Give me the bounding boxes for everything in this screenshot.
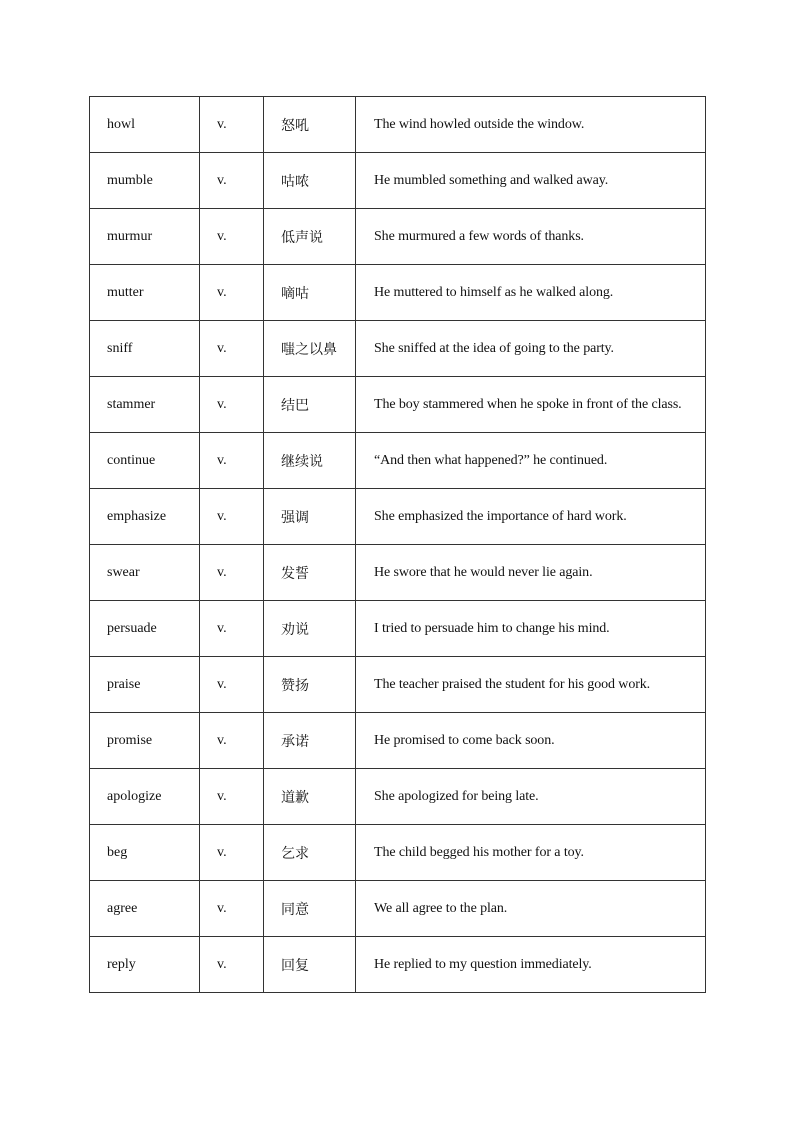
table-row (90, 713, 706, 769)
table-row (90, 97, 706, 153)
table-row (90, 545, 706, 601)
word-cell: mumble (90, 153, 200, 209)
meaning-cell: 嗤之以鼻 (264, 321, 356, 377)
table-row (90, 825, 706, 881)
table-row (90, 153, 706, 209)
example-cell: She murmured a few words of thanks. (356, 209, 706, 265)
word-cell: agree (90, 881, 200, 937)
example-cell: She emphasized the importance of hard work. (356, 489, 706, 545)
vocabulary-table-body (90, 97, 706, 993)
word-cell: persuade (90, 601, 200, 657)
table-row (90, 433, 706, 489)
word-cell: continue (90, 433, 200, 489)
part-of-speech-cell: v. (200, 545, 264, 601)
meaning-cell: 强调 (264, 489, 356, 545)
meaning-cell: 怒吼 (264, 97, 356, 153)
word-cell: stammer (90, 377, 200, 433)
table-row (90, 377, 706, 433)
meaning-cell: 发誓 (264, 545, 356, 601)
example-cell: She apologized for being late. (356, 769, 706, 825)
meaning-cell: 承诺 (264, 713, 356, 769)
example-cell: He mumbled something and walked away. (356, 153, 706, 209)
example-cell: The child begged his mother for a toy. (356, 825, 706, 881)
part-of-speech-cell: v. (200, 881, 264, 937)
word-cell: sniff (90, 321, 200, 377)
word-cell: promise (90, 713, 200, 769)
table-row (90, 489, 706, 545)
example-cell: He promised to come back soon. (356, 713, 706, 769)
part-of-speech-cell: v. (200, 937, 264, 993)
example-cell: We all agree to the plan. (356, 881, 706, 937)
part-of-speech-cell: v. (200, 825, 264, 881)
meaning-cell: 乞求 (264, 825, 356, 881)
meaning-cell: 道歉 (264, 769, 356, 825)
example-cell: The wind howled outside the window. (356, 97, 706, 153)
example-cell: He muttered to himself as he walked along. (356, 265, 706, 321)
example-cell: The teacher praised the student for his good work. (356, 657, 706, 713)
part-of-speech-cell: v. (200, 769, 264, 825)
meaning-cell: 继续说 (264, 433, 356, 489)
meaning-cell: 结巴 (264, 377, 356, 433)
part-of-speech-cell: v. (200, 153, 264, 209)
word-cell: howl (90, 97, 200, 153)
table-row (90, 769, 706, 825)
table-row (90, 657, 706, 713)
word-cell: reply (90, 937, 200, 993)
meaning-cell: 劝说 (264, 601, 356, 657)
part-of-speech-cell: v. (200, 489, 264, 545)
table-row (90, 937, 706, 993)
meaning-cell: 嘀咕 (264, 265, 356, 321)
word-cell: beg (90, 825, 200, 881)
part-of-speech-cell: v. (200, 601, 264, 657)
meaning-cell: 同意 (264, 881, 356, 937)
vocabulary-table (89, 96, 706, 993)
example-cell: The boy stammered when he spoke in front of the class. (356, 377, 706, 433)
table-row (90, 265, 706, 321)
word-cell: emphasize (90, 489, 200, 545)
part-of-speech-cell: v. (200, 209, 264, 265)
meaning-cell: 咕哝 (264, 153, 356, 209)
word-cell: murmur (90, 209, 200, 265)
example-cell: I tried to persuade him to change his mind. (356, 601, 706, 657)
part-of-speech-cell: v. (200, 97, 264, 153)
table-row (90, 209, 706, 265)
example-cell: He swore that he would never lie again. (356, 545, 706, 601)
part-of-speech-cell: v. (200, 265, 264, 321)
example-cell: She sniffed at the idea of going to the party. (356, 321, 706, 377)
meaning-cell: 回复 (264, 937, 356, 993)
part-of-speech-cell: v. (200, 433, 264, 489)
part-of-speech-cell: v. (200, 321, 264, 377)
part-of-speech-cell: v. (200, 713, 264, 769)
word-cell: mutter (90, 265, 200, 321)
word-cell: apologize (90, 769, 200, 825)
table-row (90, 321, 706, 377)
example-cell: “And then what happened?” he continued. (356, 433, 706, 489)
word-cell: praise (90, 657, 200, 713)
table-row (90, 881, 706, 937)
meaning-cell: 低声说 (264, 209, 356, 265)
word-cell: swear (90, 545, 200, 601)
example-cell: He replied to my question immediately. (356, 937, 706, 993)
meaning-cell: 赞扬 (264, 657, 356, 713)
table-row (90, 601, 706, 657)
part-of-speech-cell: v. (200, 377, 264, 433)
part-of-speech-cell: v. (200, 657, 264, 713)
